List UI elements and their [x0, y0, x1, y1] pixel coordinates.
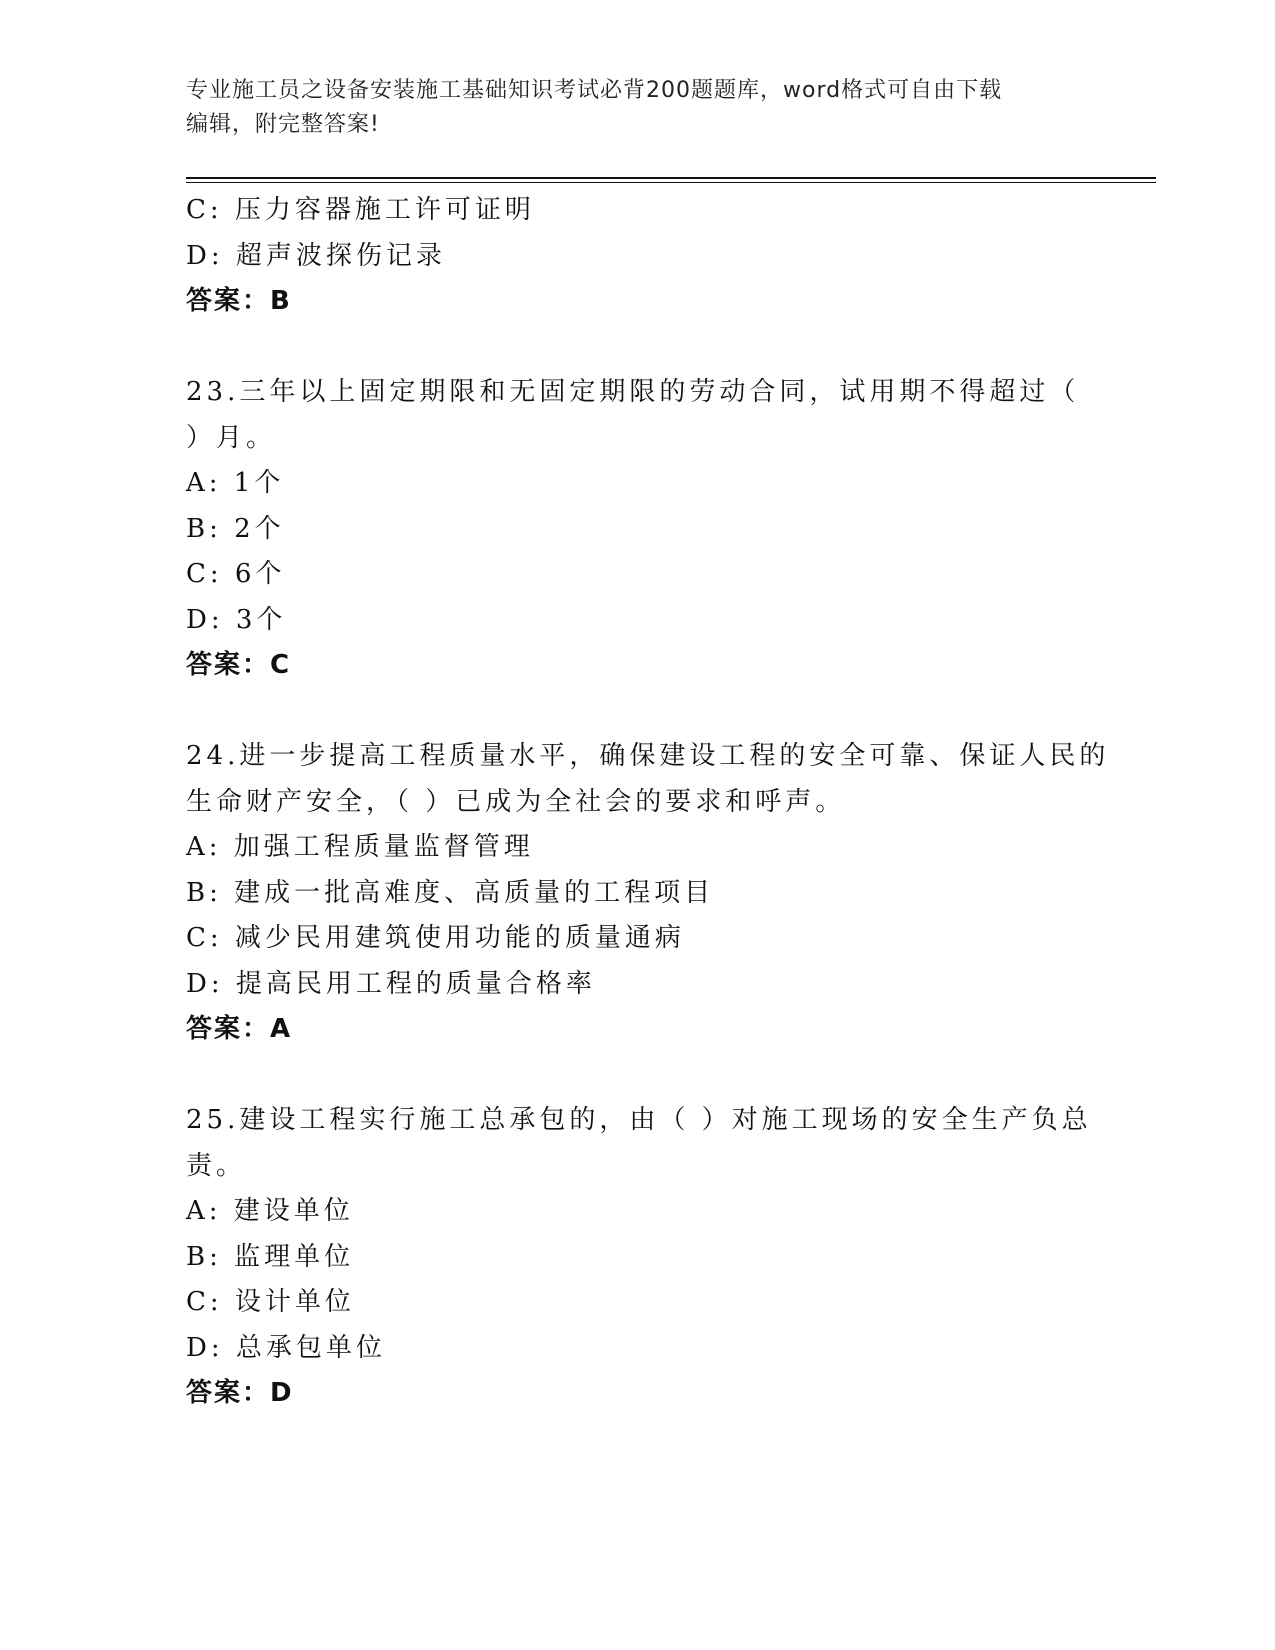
- answer-line: 答案：A: [186, 1014, 293, 1044]
- option-b: B: 监理单位: [186, 1241, 355, 1272]
- document-header: [186, 74, 1066, 142]
- header-divider-thin: [186, 182, 1156, 183]
- header-line-2: 编辑，附完整答案!: [186, 112, 380, 137]
- question-22-continued: [186, 188, 1086, 325]
- question-content: [186, 188, 1110, 1417]
- question-stem-line: 24.进一步提高工程质量水平，确保建设工程的安全可靠、保证人民的: [186, 741, 1110, 771]
- option-c: C: 减少民用建筑使用功能的质量通病: [186, 923, 685, 953]
- option-c: C: 设计单位: [186, 1287, 355, 1317]
- spacer: [186, 1053, 1086, 1099]
- spacer: [186, 325, 1086, 371]
- option-a: A: 加强工程质量监督管理: [186, 832, 534, 862]
- header-divider-thick: [186, 177, 1156, 179]
- question-stem-line: ）月。: [186, 422, 277, 453]
- header-line-1: 专业施工员之设备安装施工基础知识考试必背200题题库，word格式可自由下载: [186, 78, 1003, 103]
- question-stem-line: 23.三年以上固定期限和无固定期限的劳动合同，试用期不得超过（: [186, 377, 1080, 407]
- question-stem-line: 生命财产安全，（ ）已成为全社会的要求和呼声。: [186, 786, 846, 817]
- option-b: B: 建成一批高难度、高质量的工程项目: [186, 877, 715, 908]
- spacer: [186, 689, 1086, 735]
- question-23: [186, 370, 1086, 689]
- question-stem-line: 25.建设工程实行施工总承包的，由（ ）对施工现场的安全生产负总: [186, 1105, 1092, 1135]
- answer-line: 答案：C: [186, 650, 292, 680]
- question-stem-line: 责。: [186, 1150, 247, 1181]
- option-b: B: 2个: [186, 513, 285, 544]
- option-a: A: 建设单位: [186, 1196, 354, 1226]
- option-c: C: 6个: [186, 559, 286, 589]
- option-d: D: 提高民用工程的质量合格率: [186, 968, 596, 999]
- question-24: [186, 734, 1110, 1053]
- option-a: A: 1个: [186, 468, 285, 498]
- option-d: D: 总承包单位: [186, 1332, 386, 1363]
- question-25: [186, 1098, 1092, 1417]
- option-d: D: 超声波探伤记录: [186, 240, 446, 271]
- option-c: C: 压力容器施工许可证明: [186, 195, 535, 225]
- option-d: D: 3个: [186, 604, 287, 635]
- answer-line: 答案：B: [186, 286, 292, 316]
- answer-line: 答案：D: [186, 1378, 294, 1408]
